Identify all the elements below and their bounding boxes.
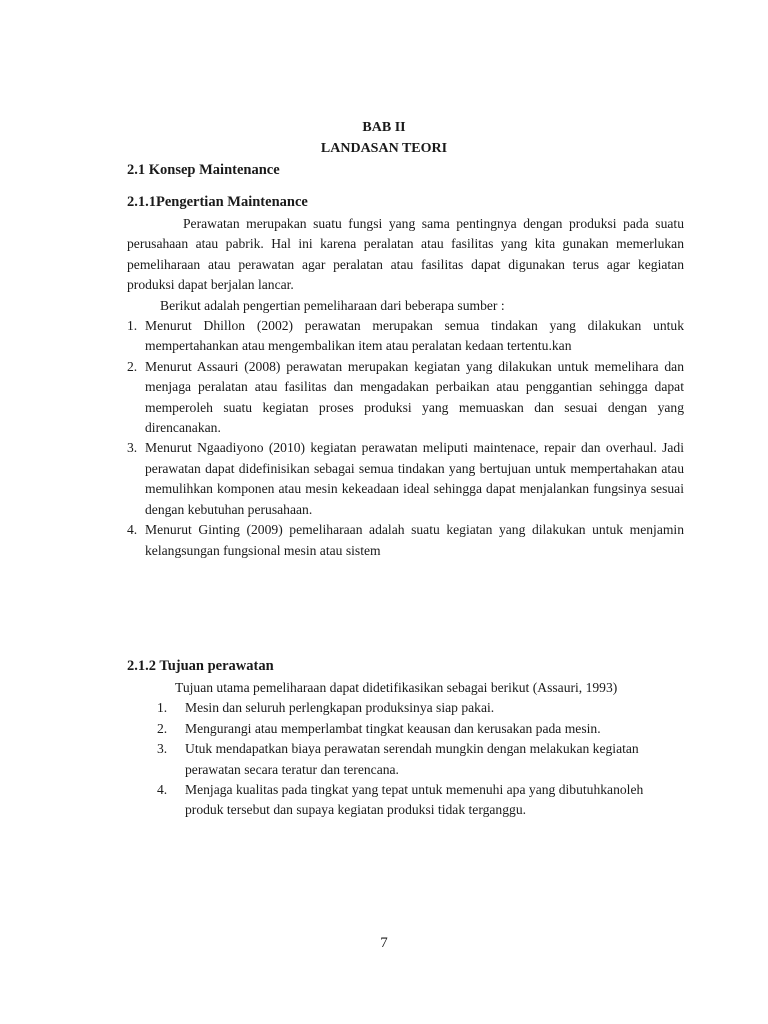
list-item-text: Mesin dan seluruh perlengkapan produksinya siap pakai.	[185, 700, 495, 716]
list-item-number: 4.	[157, 782, 168, 798]
list-item	[127, 520, 684, 561]
page-number: 7	[380, 935, 388, 951]
list-item-text: Menurut Assauri (2008) perawatan merupakan kegiatan yang dilakukan untuk memelihara dan menjaga peralatan atau fasilitas dan mengadakan perbaikan atau penggantian sehingga dapat memperoleh suatu kegiatan proses produksi yang memuaskan dan sesuai dengan yang direncanakan.	[145, 358, 684, 436]
section-2-1-heading: 2.1 Konsep Maintenance	[127, 162, 280, 178]
list-item-number: 4.	[127, 522, 138, 538]
list-item	[157, 719, 677, 739]
list-item	[157, 739, 677, 780]
list-item-number: 3.	[127, 440, 138, 456]
section-2-1-2-body	[127, 678, 684, 821]
intro-paragraph: Perawatan merupakan suatu fungsi yang sama pentingnya dengan produksi pada suatu perusahaan atau pabrik. Hal ini karena peralatan atau fasilitas yang kita gunakan memerlukan pemeliharaan atau perawatan agar peralatan atau fasilitas dapat digunakan terus agar kegiatan produksi dapat berjalan lancar.	[127, 216, 684, 293]
list-item-text: Mengurangi atau memperlambat tingkat keausan dan kerusakan pada mesin.	[185, 720, 601, 736]
chapter-number: BAB II	[362, 120, 406, 135]
list-item-text: Utuk mendapatkan biaya perawatan serendah mungkin dengan melakukan kegiatan perawatan secara teratur dan terencana.	[185, 741, 639, 777]
section-2-1-1-body	[127, 214, 684, 561]
list-item	[127, 357, 684, 439]
list-item	[127, 316, 684, 357]
section-2-1-1-heading: 2.1.1Pengertian Maintenance	[127, 194, 308, 210]
goals-list	[157, 698, 677, 820]
definition-list	[127, 316, 684, 561]
list-item	[127, 438, 684, 520]
list-item-number: 1.	[127, 318, 138, 334]
list-item-number: 1.	[157, 700, 168, 716]
list-item	[157, 780, 677, 821]
chapter-title: LANDASAN TEORI	[320, 141, 448, 156]
lead-in-paragraph: Berikut adalah pengertian pemeliharaan dari beberapa sumber :	[160, 297, 505, 313]
list-item-text: Menurut Dhillon (2002) perawatan merupakan semua tindakan yang dilakukan untuk mempertahankan atau mengembalikan item atau peralatan kedaan tertentu.kan	[145, 318, 684, 354]
list-item-text: Menjaga kualitas pada tingkat yang tepat untuk memenuhi apa yang dibutuhkanoleh produk tersebut dan supaya kegiatan produksi tidak terganggu.	[185, 782, 644, 818]
goals-intro-paragraph: Tujuan utama pemeliharaan dapat didetifikasikan sebagai berikut (Assauri, 1993)	[175, 680, 618, 695]
list-item-number: 2.	[127, 358, 138, 374]
list-item-text: Menurut Ginting (2009) pemeliharaan adalah suatu kegiatan yang dilakukan untuk menjamin kelangsungan fungsional mesin atau sistem	[145, 522, 684, 558]
list-item-number: 3.	[157, 741, 168, 757]
list-item	[157, 698, 677, 718]
list-item-text: Menurut Ngaadiyono (2010) kegiatan perawatan meliputi maintenace, repair dan overhaul. Jadi perawatan dapat didefinisikan sebagai semua tindakan yang bertujuan untuk mempertahakan atau memulihkan komponen atau mesin kekeadaan ideal sehingga dapat menjalankan fungsinya sesuai dengan kebutuhan perusahaan.	[145, 440, 684, 517]
list-item-number: 2.	[157, 720, 168, 736]
section-2-1-2-heading: 2.1.2 Tujuan perawatan	[127, 658, 274, 674]
